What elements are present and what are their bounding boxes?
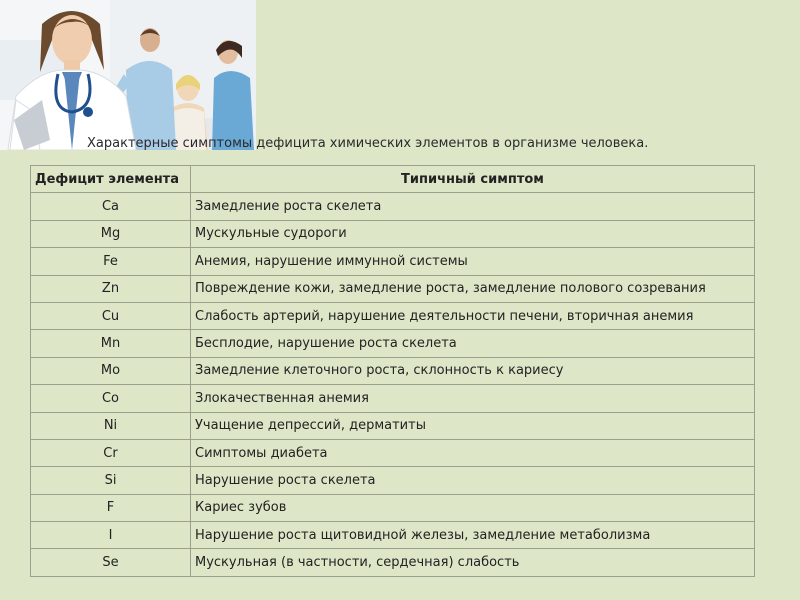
- cell-symptom: Мускульная (в частности, сердечная) слабость: [191, 549, 755, 576]
- cell-element: Cr: [31, 439, 191, 466]
- table-row: [31, 467, 755, 494]
- cell-element: Zn: [31, 275, 191, 302]
- header-symptom: Типичный симптом: [191, 166, 755, 193]
- cell-element: I: [31, 522, 191, 549]
- table-row: [31, 385, 755, 412]
- cell-symptom: Злокачественная анемия: [191, 385, 755, 412]
- cell-element: Fe: [31, 248, 191, 275]
- cell-element: F: [31, 494, 191, 521]
- table-row: [31, 330, 755, 357]
- header-element: Дефицит элемента: [31, 166, 191, 193]
- cell-element: Mn: [31, 330, 191, 357]
- symptom-table: [30, 165, 755, 577]
- table-row: [31, 494, 755, 521]
- cell-symptom: Кариес зубов: [191, 494, 755, 521]
- table-row: [31, 193, 755, 220]
- table-caption: Характерные симптомы дефицита химических элементов в организме человека.: [87, 136, 649, 151]
- cell-symptom: Учащение депрессий, дерматиты: [191, 412, 755, 439]
- cell-symptom: Бесплодие, нарушение роста скелета: [191, 330, 755, 357]
- table-row: [31, 220, 755, 247]
- cell-element: Cu: [31, 302, 191, 329]
- cell-element: Mo: [31, 357, 191, 384]
- cell-symptom: Повреждение кожи, замедление роста, замедление полового созревания: [191, 275, 755, 302]
- table-row: [31, 248, 755, 275]
- cell-element: Co: [31, 385, 191, 412]
- cell-symptom: Анемия, нарушение иммунной системы: [191, 248, 755, 275]
- medical-staff-photo: [0, 0, 256, 150]
- table-row: [31, 412, 755, 439]
- cell-element: Se: [31, 549, 191, 576]
- table-row: [31, 439, 755, 466]
- cell-element: Si: [31, 467, 191, 494]
- cell-symptom: Нарушение роста щитовидной железы, замедление метаболизма: [191, 522, 755, 549]
- cell-symptom: Симптомы диабета: [191, 439, 755, 466]
- table-row: [31, 522, 755, 549]
- cell-symptom: Замедление клеточного роста, склонность к кариесу: [191, 357, 755, 384]
- cell-symptom: Замедление роста скелета: [191, 193, 755, 220]
- cell-element: Mg: [31, 220, 191, 247]
- cell-symptom: Мускульные судороги: [191, 220, 755, 247]
- cell-symptom: Нарушение роста скелета: [191, 467, 755, 494]
- table-row: [31, 275, 755, 302]
- cell-symptom: Слабость артерий, нарушение деятельности печени, вторичная анемия: [191, 302, 755, 329]
- table-row: [31, 357, 755, 384]
- table-row: [31, 549, 755, 576]
- table-header-row: [31, 166, 755, 193]
- table-row: [31, 302, 755, 329]
- cell-element: Ca: [31, 193, 191, 220]
- cell-element: Ni: [31, 412, 191, 439]
